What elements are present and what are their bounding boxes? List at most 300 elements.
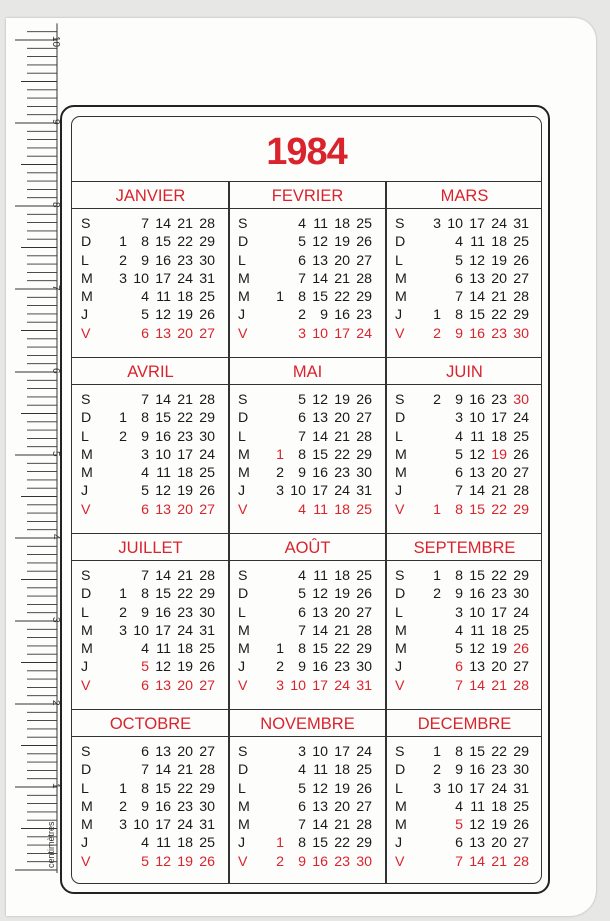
day-number: 11 (313, 216, 328, 232)
day-number: 11 (156, 641, 171, 658)
day-number: 21 (334, 817, 350, 834)
day-number: 28 (513, 677, 529, 694)
ruler-mark-label: 10 (50, 36, 61, 48)
day-number: 29 (356, 835, 372, 852)
week-row (386, 761, 542, 779)
day-number: 25 (199, 289, 215, 306)
day-number: 14 (469, 483, 485, 500)
week-row (72, 743, 229, 761)
day-number: 12 (312, 392, 328, 408)
day-number: 12 (469, 817, 485, 834)
day-number: 20 (177, 501, 193, 518)
day-number: 13 (469, 270, 485, 287)
day-letter: M (238, 622, 250, 639)
day-letter: M (81, 641, 93, 658)
day-number: 30 (356, 853, 372, 870)
day-letter: D (81, 762, 92, 779)
day-number: 9 (455, 325, 463, 342)
week-row (386, 446, 542, 464)
day-number: 19 (177, 483, 193, 500)
day-number: 29 (199, 780, 215, 797)
week-row (386, 640, 542, 658)
day-number: 19 (177, 853, 193, 870)
month-10 (72, 709, 229, 884)
day-number: 6 (298, 604, 306, 621)
day-number: 26 (513, 641, 529, 658)
day-number: 29 (199, 586, 215, 603)
day-letter: V (81, 325, 91, 342)
month-name: MAI (229, 357, 386, 385)
day-number: 2 (119, 604, 127, 621)
day-number: 20 (177, 325, 193, 342)
day-number: 7 (298, 817, 306, 834)
day-number: 7 (298, 270, 306, 287)
month-8 (229, 533, 386, 709)
day-number: 20 (334, 410, 350, 427)
month-days (386, 743, 542, 871)
week-row (72, 464, 229, 482)
day-letter: S (395, 392, 405, 408)
day-number: 10 (290, 483, 306, 500)
day-number: 13 (312, 798, 328, 815)
day-number: 15 (155, 586, 171, 603)
day-number: 14 (155, 762, 171, 779)
year-title: 1984 (266, 131, 347, 173)
month-3 (386, 181, 542, 357)
day-number: 18 (334, 216, 350, 232)
week-row (386, 306, 542, 324)
day-number: 13 (469, 835, 485, 852)
day-number: 31 (356, 483, 372, 500)
day-letter: D (238, 586, 249, 603)
day-number: 9 (455, 762, 463, 779)
day-letter: D (395, 762, 406, 779)
day-number: 11 (156, 835, 171, 852)
ruler-mark-label: 5 (50, 451, 61, 457)
day-number: 23 (491, 586, 507, 603)
month-12 (386, 709, 542, 884)
week-row (229, 252, 386, 270)
week-row (229, 780, 386, 798)
month-days (72, 567, 229, 695)
day-number: 20 (491, 659, 507, 676)
day-letter: M (395, 289, 407, 306)
week-row (386, 780, 542, 798)
day-number: 18 (334, 762, 350, 779)
day-number: 2 (276, 853, 284, 870)
week-row (386, 482, 542, 500)
day-letter: M (395, 817, 407, 834)
day-number: 3 (119, 817, 127, 834)
day-number: 15 (155, 780, 171, 797)
day-number: 25 (513, 622, 529, 639)
day-number: 9 (455, 392, 463, 408)
day-letter: S (81, 744, 91, 760)
day-letter: J (395, 659, 403, 676)
day-number: 22 (491, 501, 507, 518)
day-number: 19 (177, 307, 193, 324)
day-number: 20 (177, 744, 193, 760)
day-number: 30 (356, 659, 372, 676)
day-number: 9 (455, 586, 463, 603)
day-letter: M (395, 798, 407, 815)
day-letter: L (81, 428, 89, 445)
day-number: 22 (491, 307, 507, 324)
day-letter: M (395, 465, 407, 482)
day-number: 21 (491, 483, 507, 500)
day-number: 30 (356, 465, 372, 482)
day-letter: M (238, 289, 250, 306)
ruler-mark-label: 6 (50, 368, 61, 374)
day-number: 7 (141, 762, 149, 779)
day-number: 16 (155, 428, 171, 445)
day-number: 18 (177, 465, 193, 482)
day-number: 5 (455, 817, 463, 834)
month-name: DECEMBRE (386, 709, 542, 737)
day-number: 19 (334, 780, 350, 797)
day-number: 2 (433, 762, 441, 779)
day-letter: J (395, 835, 403, 852)
day-number: 22 (334, 289, 350, 306)
day-number: 17 (177, 446, 193, 463)
day-number: 18 (334, 568, 350, 584)
day-number: 4 (298, 762, 306, 779)
day-number: 28 (356, 270, 372, 287)
day-number: 18 (491, 428, 507, 445)
week-row (386, 677, 542, 695)
day-number: 1 (433, 501, 441, 518)
week-row (229, 816, 386, 834)
day-number: 16 (469, 392, 485, 408)
week-row (229, 834, 386, 852)
day-number: 6 (455, 465, 463, 482)
day-number: 22 (491, 744, 507, 760)
month-2 (229, 181, 386, 357)
week-row (386, 658, 542, 676)
day-number: 2 (119, 252, 127, 269)
day-number: 6 (455, 659, 463, 676)
day-number: 27 (199, 677, 215, 694)
week-row (229, 658, 386, 676)
day-number: 16 (155, 798, 171, 815)
day-number: 8 (298, 835, 306, 852)
month-days (229, 743, 386, 871)
day-letter: D (238, 234, 249, 251)
day-letter: V (81, 853, 91, 870)
day-number: 29 (513, 744, 529, 760)
day-number: 15 (469, 501, 485, 518)
week-row (386, 816, 542, 834)
week-row (386, 834, 542, 852)
day-number: 4 (455, 234, 463, 251)
day-number: 27 (513, 270, 529, 287)
day-number: 6 (455, 270, 463, 287)
day-number: 4 (298, 216, 306, 232)
month-days (229, 391, 386, 519)
day-number: 12 (312, 586, 328, 603)
day-number: 17 (334, 744, 350, 760)
day-number: 9 (141, 798, 149, 815)
months-grid (72, 181, 541, 884)
day-number: 17 (155, 817, 171, 834)
day-number: 3 (298, 325, 306, 342)
week-row (386, 743, 542, 761)
day-number: 26 (356, 586, 372, 603)
day-letter: D (395, 410, 406, 427)
day-number: 25 (356, 216, 372, 232)
day-number: 22 (334, 641, 350, 658)
day-number: 24 (491, 780, 507, 797)
day-number: 11 (156, 465, 171, 482)
day-number: 15 (312, 289, 328, 306)
day-number: 16 (312, 659, 328, 676)
day-number: 13 (312, 604, 328, 621)
day-number: 19 (334, 392, 350, 408)
day-number: 2 (119, 798, 127, 815)
day-number: 30 (199, 604, 215, 621)
week-row (72, 658, 229, 676)
day-number: 21 (491, 853, 507, 870)
day-number: 16 (155, 604, 171, 621)
day-number: 7 (455, 677, 463, 694)
ruler-mark-label: 8 (50, 202, 61, 208)
day-number: 11 (470, 622, 485, 639)
day-number: 1 (119, 780, 127, 797)
day-number: 21 (491, 289, 507, 306)
day-number: 3 (433, 780, 441, 797)
day-number: 27 (356, 252, 372, 269)
day-number: 29 (513, 501, 529, 518)
day-number: 4 (298, 501, 306, 518)
day-number: 11 (313, 501, 328, 518)
week-row (229, 622, 386, 640)
day-number: 22 (177, 234, 193, 251)
day-number: 25 (356, 762, 372, 779)
day-number: 8 (141, 780, 149, 797)
day-number: 3 (433, 216, 441, 232)
day-number: 4 (141, 835, 149, 852)
day-number: 12 (312, 234, 328, 251)
week-row (72, 622, 229, 640)
day-number: 13 (469, 659, 485, 676)
day-number: 7 (455, 483, 463, 500)
day-letter: M (81, 465, 93, 482)
day-number: 12 (155, 853, 171, 870)
day-number: 28 (356, 817, 372, 834)
day-number: 5 (141, 659, 149, 676)
day-number: 19 (334, 234, 350, 251)
week-row (72, 567, 229, 585)
day-number: 26 (356, 780, 372, 797)
week-row (72, 853, 229, 871)
day-number: 1 (276, 641, 284, 658)
day-number: 28 (199, 568, 215, 584)
day-number: 18 (491, 622, 507, 639)
day-number: 24 (199, 446, 215, 463)
column-divider (385, 181, 387, 884)
week-row (72, 798, 229, 816)
week-row (386, 325, 542, 343)
week-row (229, 306, 386, 324)
week-row (386, 567, 542, 585)
day-number: 15 (469, 744, 485, 760)
day-letter: J (238, 659, 246, 676)
day-letter: M (395, 622, 407, 639)
day-number: 13 (155, 325, 171, 342)
day-letter: L (81, 780, 89, 797)
ruler-mark-label: 9 (50, 119, 61, 125)
week-row (72, 288, 229, 306)
day-number: 24 (513, 410, 529, 427)
day-number: 25 (513, 234, 529, 251)
day-number: 18 (177, 641, 193, 658)
day-letter: D (395, 234, 406, 251)
month-5 (229, 357, 386, 533)
week-row (72, 270, 229, 288)
day-number: 12 (469, 446, 485, 463)
day-letter: M (81, 798, 93, 815)
day-number: 28 (513, 483, 529, 500)
day-number: 25 (513, 428, 529, 445)
month-name: SEPTEMBRE (386, 533, 542, 561)
day-number: 31 (513, 216, 529, 232)
ruler-mark-label: 4 (50, 534, 61, 540)
week-row (72, 306, 229, 324)
day-number: 22 (177, 586, 193, 603)
day-letter: M (81, 622, 93, 639)
day-number: 16 (312, 465, 328, 482)
day-number: 29 (356, 289, 372, 306)
day-number: 7 (298, 428, 306, 445)
day-letter: D (395, 586, 406, 603)
day-number: 21 (177, 216, 193, 232)
day-number: 5 (455, 446, 463, 463)
day-number: 25 (199, 465, 215, 482)
day-number: 20 (491, 465, 507, 482)
day-number: 17 (469, 780, 485, 797)
day-number: 5 (455, 641, 463, 658)
week-row (386, 288, 542, 306)
day-letter: J (395, 307, 403, 324)
day-number: 5 (298, 234, 306, 251)
day-number: 28 (513, 853, 529, 870)
day-number: 6 (141, 677, 149, 694)
day-number: 5 (298, 780, 306, 797)
day-number: 31 (513, 780, 529, 797)
day-number: 17 (469, 216, 485, 232)
day-number: 24 (334, 677, 350, 694)
day-number: 9 (141, 604, 149, 621)
week-row (229, 677, 386, 695)
day-number: 23 (491, 325, 507, 342)
day-number: 27 (199, 501, 215, 518)
month-1 (72, 181, 229, 357)
week-row (72, 585, 229, 603)
week-row (229, 325, 386, 343)
day-number: 7 (455, 289, 463, 306)
day-number: 27 (513, 835, 529, 852)
day-number: 19 (491, 446, 507, 463)
week-row (229, 567, 386, 585)
day-number: 13 (469, 465, 485, 482)
day-number: 31 (356, 677, 372, 694)
week-row (229, 428, 386, 446)
day-number: 12 (155, 483, 171, 500)
week-row (229, 798, 386, 816)
day-number: 10 (447, 216, 463, 232)
day-letter: L (395, 428, 403, 445)
day-number: 11 (156, 289, 171, 306)
day-letter: M (395, 446, 407, 463)
day-letter: S (238, 392, 248, 408)
week-row (229, 604, 386, 622)
day-number: 19 (491, 817, 507, 834)
ruler-mark-label: 1 (50, 783, 61, 789)
day-number: 15 (312, 835, 328, 852)
day-number: 15 (469, 307, 485, 324)
day-number: 17 (491, 604, 507, 621)
day-letter: J (81, 483, 89, 500)
week-row (386, 428, 542, 446)
day-number: 8 (298, 289, 306, 306)
day-number: 14 (469, 853, 485, 870)
day-number: 21 (334, 428, 350, 445)
day-number: 14 (312, 270, 328, 287)
day-letter: M (238, 817, 250, 834)
day-letter: D (238, 410, 249, 427)
day-number: 3 (119, 270, 127, 287)
week-row (386, 252, 542, 270)
day-number: 13 (312, 410, 328, 427)
week-row (386, 464, 542, 482)
week-row (72, 780, 229, 798)
day-number: 3 (298, 744, 306, 760)
day-letter: L (395, 780, 403, 797)
day-number: 11 (313, 568, 328, 584)
day-number: 22 (177, 410, 193, 427)
day-number: 27 (513, 465, 529, 482)
week-row (386, 622, 542, 640)
day-number: 2 (433, 392, 441, 408)
day-letter: J (395, 483, 403, 500)
day-number: 25 (356, 501, 372, 518)
month-days (229, 215, 386, 343)
day-number: 28 (199, 216, 215, 232)
day-letter: S (238, 216, 248, 232)
day-letter: M (238, 446, 250, 463)
day-number: 17 (491, 410, 507, 427)
day-number: 23 (177, 252, 193, 269)
day-letter: V (81, 501, 91, 518)
day-number: 11 (470, 234, 485, 251)
day-number: 17 (334, 325, 350, 342)
ruler-mark-label: 3 (50, 617, 61, 623)
day-number: 1 (433, 307, 441, 324)
day-number: 16 (469, 325, 485, 342)
month-4 (72, 357, 229, 533)
week-row (386, 409, 542, 427)
day-letter: J (238, 307, 246, 324)
day-number: 7 (455, 853, 463, 870)
day-number: 15 (155, 410, 171, 427)
day-number: 29 (356, 641, 372, 658)
day-number: 23 (334, 659, 350, 676)
week-row (229, 391, 386, 409)
day-number: 27 (513, 659, 529, 676)
month-name: JUILLET (72, 533, 229, 561)
day-number: 15 (312, 641, 328, 658)
day-number: 14 (312, 428, 328, 445)
